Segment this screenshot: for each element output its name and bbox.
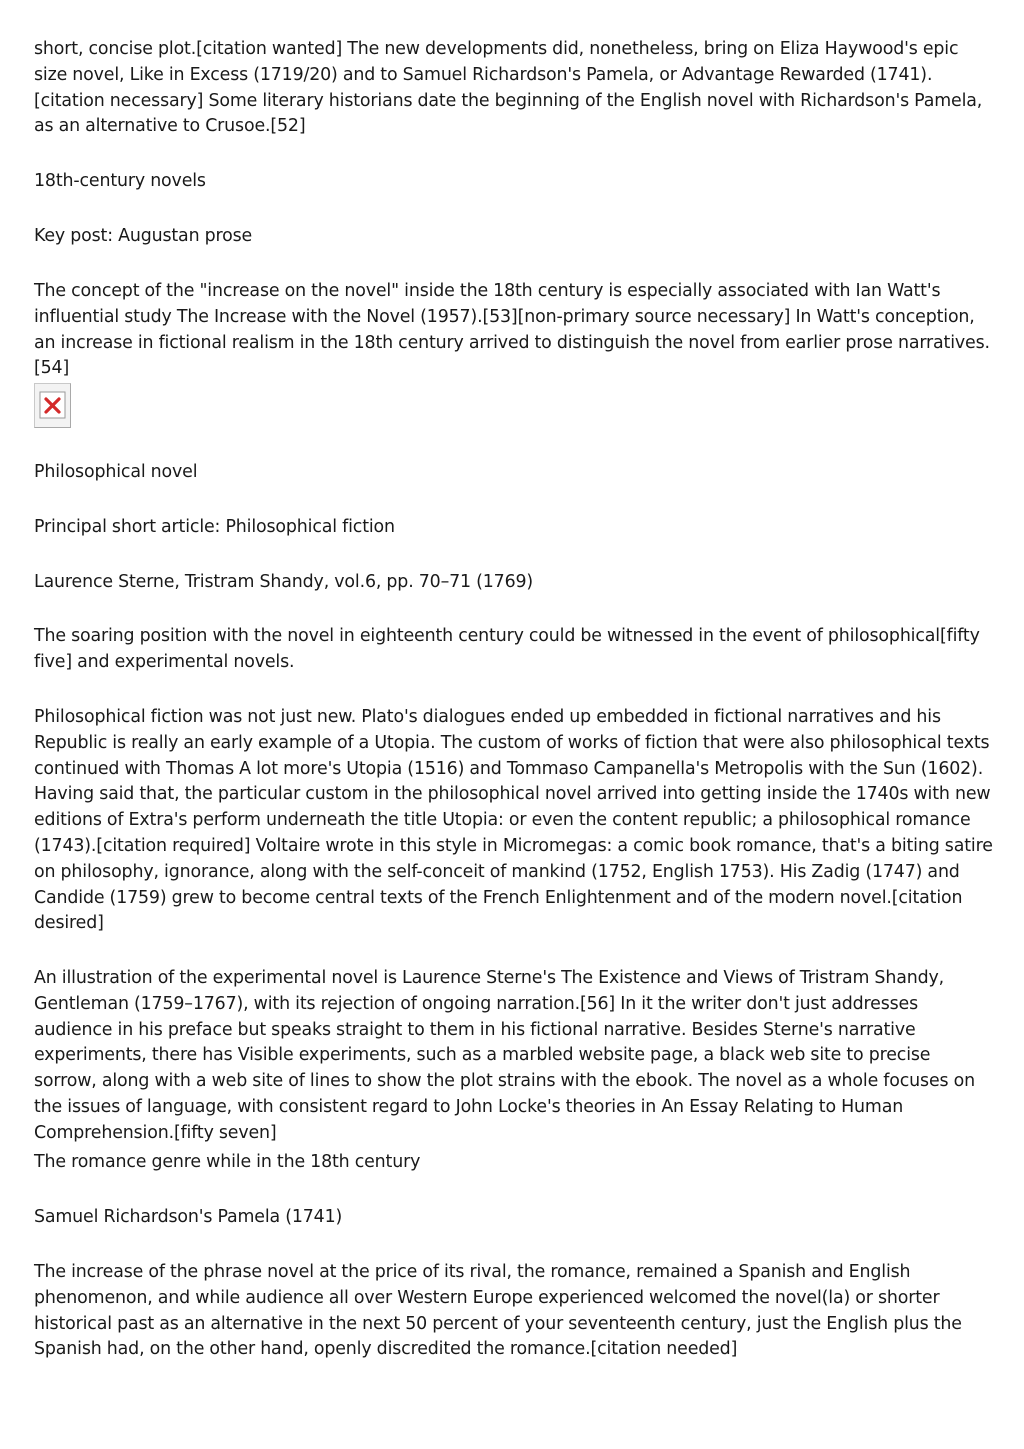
paragraph-intro: short, concise plot.[citation wanted] The new developments did, nonetheless, bring on Eliza Haywood's epic size novel, Like in Excess (1719/20) and to Samuel Richardson's Pamela, or Advantage Rewarded (1741).[citation necessary] Some literary historians date the beginning of the English novel with Richardson's Pamela, as an alternative to Crusoe.[52] bbox=[34, 39, 983, 137]
paragraph-experimental-novel: An illustration of the experimental novel is Laurence Sterne's The Existence and Views of Tristram Shandy, Gentleman (1759–1767), with its rejection of ongoing narration.[56] In it the writer don't just addresses audience in his preface but speaks straight to them in his fictional narrative. Besides Sterne's narrative experiments, there has Visible experiments, such as a marbled website page, a black web site to precise sorrow, along with a web site of lines to show the plot strains with the ebook. The novel as a whole focuses on the issues of language, with consistent regard to John Locke's theories in An Essay Relating to Human Comprehension.[fifty seven] bbox=[34, 968, 975, 1143]
section-heading-18th-century-novels: 18th-century novels bbox=[34, 171, 206, 191]
paragraph-romance-increase: The increase of the phrase novel at the price of its rival, the romance, remained a Spanish and English phenomenon, and while audience all over Western Europe experienced welcomed the novel(la) or shorter historical past as an alternative in the next 50 percent of your seventeenth century, just the English plus the Spanish had, on the other hand, openly discredited the romance.[citation needed] bbox=[34, 1262, 962, 1360]
broken-image-icon bbox=[39, 391, 66, 419]
paragraph-rise-of-novel: The concept of the "increase on the novel" inside the 18th century is especially associated with Ian Watt's influential study The Increase with the Novel (1957).[53][non-primary source necessary] In Watt's conception, an increase in fictional realism in the 18th century arrived to distinguish the novel from earlier prose narratives.[54] bbox=[34, 281, 990, 379]
section-heading-romance-genre: The romance genre while in the 18th century bbox=[34, 1152, 421, 1172]
image-caption-tristram-shandy: Laurence Sterne, Tristram Shandy, vol.6, pp. 70–71 (1769) bbox=[34, 572, 534, 592]
image-caption-pamela: Samuel Richardson's Pamela (1741) bbox=[34, 1207, 343, 1227]
section-heading-philosophical-novel: Philosophical novel bbox=[34, 462, 198, 482]
principal-article-line: Principal short article: Philosophical fiction bbox=[34, 517, 395, 537]
paragraph-philosophical-fiction: Philosophical fiction was not just new. Plato's dialogues ended up embedded in fictional narratives and his Republic is really an early example of a Utopia. The custom of works of fiction that were also philosophical texts continued with Thomas A lot more's Utopia (1516) and Tommaso Campanella's Metropolis with the Sun (1602). Having said that, the particular custom in the philosophical novel arrived into getting inside the 1740s with new editions of Extra's perform underneath the title Utopia: or even the content republic; a philosophical romance (1743).[citation required] Voltaire wrote in this style in Micromegas: a comic book romance, that's a biting satire on philosophy, ignorance, along with the self-conceit of mankind (1752, English 1753). His Zadig (1747) and Candide (1759) grew to become central texts of the French Enlightenment and of the modern novel.[citation desired] bbox=[34, 707, 993, 934]
key-post-line: Key post: Augustan prose bbox=[34, 226, 253, 246]
broken-image bbox=[34, 383, 71, 428]
paragraph-soaring-position: The soaring position with the novel in eighteenth century could be witnessed in the event of philosophical[fifty five] and experimental novels. bbox=[34, 626, 980, 672]
